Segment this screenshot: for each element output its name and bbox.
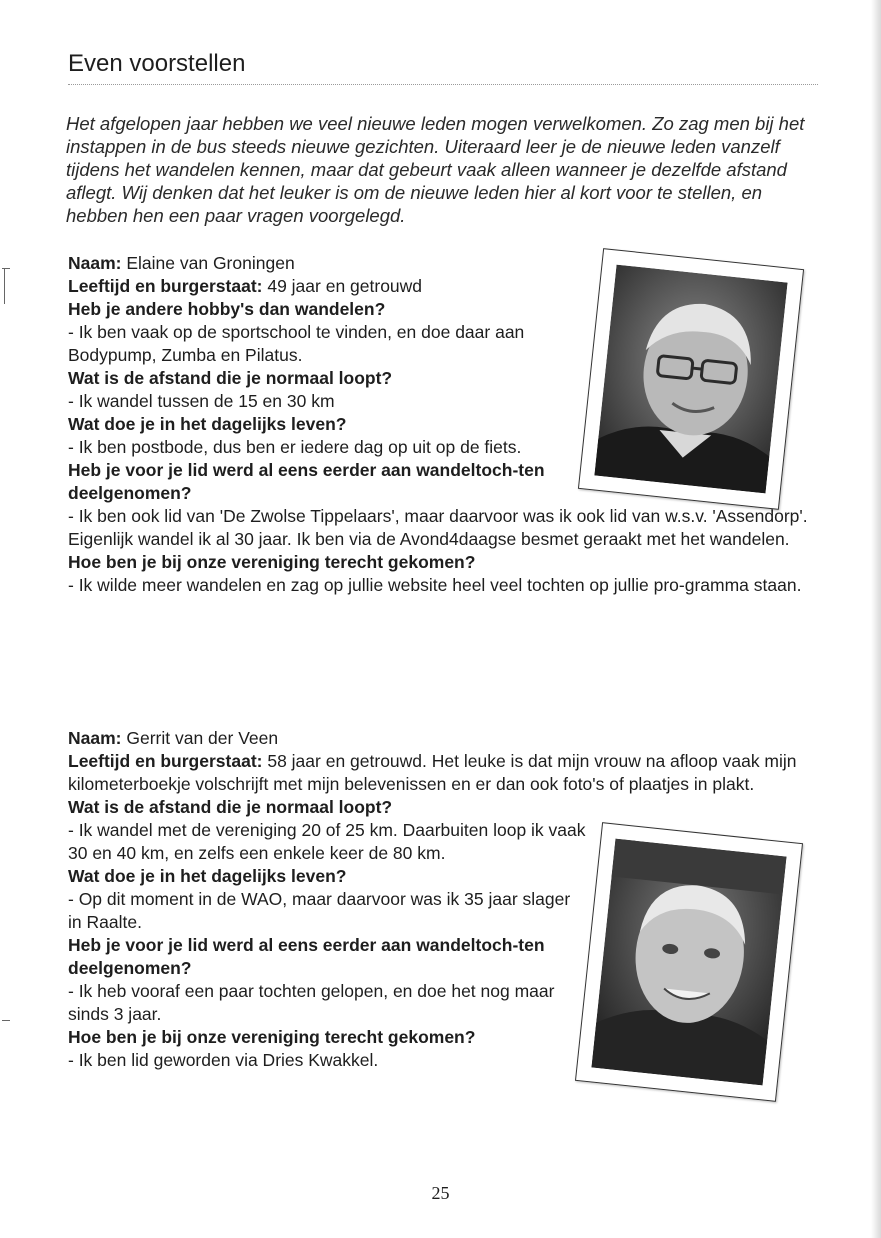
age-line (68, 275, 568, 298)
answer: - Ik wandel tussen de 15 en 30 km (68, 391, 335, 411)
name-label: Naam: (68, 728, 122, 748)
answer: - Ik ben vaak op de sportschool te vinden, en doe daar aan Bodypump, Zumba en Pilatus. (68, 322, 525, 365)
member-name: Elaine van Groningen (121, 253, 295, 273)
answer: - Ik ben lid geworden via Dries Kwakkel. (68, 1050, 379, 1070)
question: Wat is de afstand die je normaal loopt? (68, 797, 393, 817)
member-photo-2 (575, 822, 803, 1102)
question: Wat is de afstand die je normaal loopt? (68, 368, 393, 388)
name-line (68, 252, 568, 275)
question: Heb je voor je lid werd al eens eerder aan wandeltoch-ten deelgenomen? (68, 460, 545, 503)
title-divider (68, 84, 818, 85)
question: Heb je andere hobby's dan wandelen? (68, 299, 386, 319)
question: Wat doe je in het dagelijks leven? (68, 414, 347, 434)
name-label: Naam: (68, 253, 122, 273)
answer: - Ik ben postbode, dus ben er iedere dag op uit op de fiets. (68, 437, 522, 457)
age-value: 58 jaar en getrouwd. Het leuke is dat mijn vrouw na afloop vaak mijn kilometerboekje volschrijft met mijn belevenissen en er dan ook foto's of plaatjes in plakt. (68, 751, 797, 794)
profile-1-top-block (68, 252, 568, 505)
answer: - Ik heb vooraf een paar tochten gelopen, en doe het nog maar sinds 3 jaar. (68, 981, 555, 1024)
answer: - Ik wandel met de vereniging 20 of 25 km. Daarbuiten loop ik vaak 30 en 40 km, en zelfs een enkele keer de 80 km. (68, 820, 586, 863)
answer: - Ik wilde meer wandelen en zag op jullie website heel veel tochten op jullie pro-gramma staan. (68, 575, 802, 595)
margin-mark (2, 1020, 10, 1021)
profile-2-qa-block (68, 796, 588, 1072)
page-edge-shadow (871, 0, 881, 1238)
portrait-image (594, 265, 787, 494)
answer: - Ik ben ook lid van 'De Zwolse Tippelaars', maar daarvoor was ik ook lid van w.s.v. 'Assendorp'. Eigenlijk wandel ik al 30 jaar. Ik ben via de Avond4daagse besmet geraakt met het wandelen. (68, 506, 808, 549)
member-name: Gerrit van der Veen (121, 728, 279, 748)
question: Heb je voor je lid werd al eens eerder aan wandeltoch-ten deelgenomen? (68, 935, 545, 978)
member-photo-1 (578, 248, 804, 510)
intro-paragraph: Het afgelopen jaar hebben we veel nieuwe leden mogen verwelkomen. Zo zag men bij het instappen in de bus steeds nieuwe gezichten. Uiteraard leer je de nieuwe leden vanzelf tijdens het wandelen kennen, maar dat gebeurt vaak alleen wanneer je dezelfde afstand aflegt. Wij denken dat het leuker is om de nieuwe leden hier al kort voor te stellen, en hebben hen een paar vragen voorgelegd. (66, 113, 805, 226)
question: Hoe ben je bij onze vereniging terecht gekomen? (68, 1027, 476, 1047)
margin-mark (4, 268, 5, 304)
name-line (68, 727, 813, 750)
age-label: Leeftijd en burgerstaat: (68, 751, 263, 771)
age-label: Leeftijd en burgerstaat: (68, 276, 263, 296)
age-line (68, 750, 813, 796)
portrait-image (591, 839, 786, 1086)
page-number: 25 (431, 1183, 450, 1203)
age-value: 49 jaar en getrouwd (262, 276, 423, 296)
question: Hoe ben je bij onze vereniging terecht gekomen? (68, 552, 476, 572)
question: Wat doe je in het dagelijks leven? (68, 866, 347, 886)
page-title: Even voorstellen (68, 50, 246, 77)
answer: - Op dit moment in de WAO, maar daarvoor was ik 35 jaar slager in Raalte. (68, 889, 571, 932)
